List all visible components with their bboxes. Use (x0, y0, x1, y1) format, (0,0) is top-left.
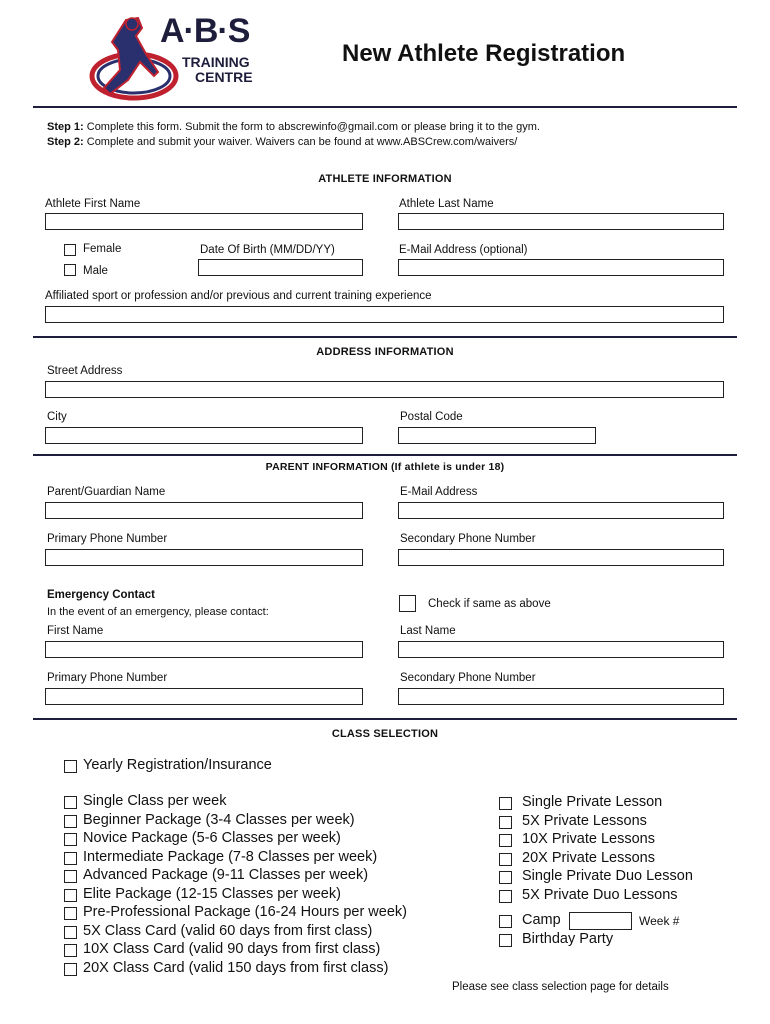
yearly-registration-label: Yearly Registration/Insurance (83, 757, 272, 773)
emergency-secondary-phone-label: Secondary Phone Number (400, 672, 536, 684)
logo-subtext-training: TRAINING (182, 54, 250, 70)
step-1 (47, 121, 540, 133)
right-class-label: 5X Private Lessons (522, 812, 647, 829)
class-section-heading: CLASS SELECTION (331, 728, 439, 740)
address-section-heading: ADDRESS INFORMATION (316, 346, 454, 358)
parent-secondary-phone-label: Secondary Phone Number (400, 533, 536, 545)
yearly-registration-checkbox[interactable] (64, 760, 77, 773)
step-2-label: Step 2: (47, 136, 84, 148)
emergency-contact-subtitle: In the event of an emergency, please contact: (47, 606, 269, 618)
left-class-label: Advanced Package (9-11 Classes per week) (83, 867, 369, 883)
birthday-party-checkbox[interactable] (499, 934, 512, 947)
experience-field[interactable] (45, 306, 724, 323)
athlete-email-field[interactable] (398, 259, 724, 276)
left-class-label: Novice Package (5-6 Classes per week) (83, 830, 341, 846)
abs-logo (88, 14, 268, 106)
emergency-first-name-label: First Name (47, 625, 104, 637)
parent-primary-phone-label: Primary Phone Number (47, 533, 168, 545)
left-class-checkbox[interactable] (64, 889, 77, 902)
left-class-label: Pre-Professional Package (16-24 Hours per week) (83, 904, 407, 920)
left-class-checkbox[interactable] (64, 963, 77, 976)
left-class-label: 10X Class Card (valid 90 days from first class) (83, 941, 381, 957)
camp-week-field[interactable] (569, 912, 632, 930)
birthday-party-label: Birthday Party (522, 931, 614, 947)
step-1-text: Complete this form. Submit the form to abscrewinfo@gmail.com or please bring it to the gym. (86, 121, 540, 133)
right-class-checkbox[interactable] (499, 834, 512, 847)
page-title: New Athlete Registration (342, 40, 626, 67)
experience-label: Affiliated sport or profession and/or previous and current training experience (45, 290, 432, 302)
right-class-label: Single Private Lesson (522, 794, 663, 810)
right-class-label: Single Private Duo Lesson (522, 868, 693, 884)
right-class-checkbox[interactable] (499, 797, 512, 810)
class-divider (33, 718, 737, 720)
emergency-contact-title: Emergency Contact (47, 589, 156, 601)
week-number-label: Week # (639, 914, 680, 928)
athlete-first-name-field[interactable] (45, 213, 363, 230)
step-1-label: Step 1: (47, 121, 84, 133)
dob-field[interactable] (198, 259, 363, 276)
logo-wordmark: A·B·S (160, 12, 250, 50)
athlete-last-name-field[interactable] (398, 213, 724, 230)
left-class-label: 20X Class Card (valid 150 days from first class) (83, 959, 389, 976)
right-class-checkbox[interactable] (499, 853, 512, 866)
class-selection-footnote: Please see class selection page for details (452, 981, 669, 993)
left-class-checkbox[interactable] (64, 870, 77, 883)
male-label: Male (83, 265, 108, 277)
athlete-last-name-label: Athlete Last Name (399, 198, 494, 210)
right-class-checkbox[interactable] (499, 890, 512, 903)
right-class-checkbox[interactable] (499, 816, 512, 829)
athlete-email-label: E-Mail Address (optional) (399, 244, 528, 256)
step-2-text: Complete and submit your waiver. Waivers can be found at www.ABSCrew.com/waivers/ (86, 136, 518, 148)
city-label: City (47, 411, 67, 423)
postal-code-label: Postal Code (400, 411, 463, 423)
logo-subtext-centre: CENTRE (195, 69, 253, 85)
left-class-checkbox[interactable] (64, 907, 77, 920)
left-class-checkbox[interactable] (64, 796, 77, 809)
emergency-last-name-label: Last Name (400, 625, 456, 637)
female-checkbox[interactable] (64, 244, 76, 256)
parent-section-heading: PARENT INFORMATION (If athlete is under 18) (265, 461, 505, 473)
parent-divider (33, 454, 737, 456)
postal-code-field[interactable] (398, 427, 596, 444)
left-class-label: Beginner Package (3-4 Classes per week) (83, 811, 355, 828)
left-class-label: Intermediate Package (7-8 Classes per week) (83, 848, 378, 865)
left-class-checkbox[interactable] (64, 926, 77, 939)
athlete-first-name-label: Athlete First Name (45, 198, 141, 210)
city-field[interactable] (45, 427, 363, 444)
left-class-checkbox[interactable] (64, 833, 77, 846)
left-class-label: Elite Package (12-15 Classes per week) (83, 885, 341, 902)
parent-name-field[interactable] (45, 502, 363, 519)
right-class-label: 5X Private Duo Lessons (522, 886, 678, 903)
emergency-first-name-field[interactable] (45, 641, 363, 658)
dob-label: Date Of Birth (MM/DD/YY) (200, 244, 335, 256)
emergency-last-name-field[interactable] (398, 641, 724, 658)
camp-checkbox[interactable] (499, 915, 512, 928)
athlete-section-heading: ATHLETE INFORMATION (318, 173, 452, 185)
parent-email-label: E-Mail Address (400, 486, 478, 498)
left-class-label: 5X Class Card (valid 60 days from first class) (83, 922, 373, 939)
left-class-checkbox[interactable] (64, 852, 77, 865)
same-as-above-label: Check if same as above (428, 598, 551, 610)
left-class-checkbox[interactable] (64, 815, 77, 828)
same-as-above-checkbox[interactable] (399, 595, 416, 612)
emergency-primary-phone-label: Primary Phone Number (47, 672, 168, 684)
female-label: Female (83, 243, 122, 255)
emergency-primary-phone-field[interactable] (45, 688, 363, 705)
parent-primary-phone-field[interactable] (45, 549, 363, 566)
right-class-checkbox[interactable] (499, 871, 512, 884)
parent-email-field[interactable] (398, 502, 724, 519)
street-field[interactable] (45, 381, 724, 398)
parent-secondary-phone-field[interactable] (398, 549, 724, 566)
emergency-secondary-phone-field[interactable] (398, 688, 724, 705)
street-label: Street Address (47, 365, 123, 377)
right-class-label: 20X Private Lessons (522, 849, 655, 866)
male-checkbox[interactable] (64, 264, 76, 276)
left-class-label: Single Class per week (83, 793, 227, 809)
left-class-checkbox[interactable] (64, 944, 77, 957)
step-2 (47, 136, 517, 148)
camp-label: Camp (522, 912, 561, 928)
header-divider (33, 106, 737, 108)
address-divider (33, 336, 737, 338)
right-class-label: 10X Private Lessons (522, 831, 655, 847)
parent-name-label: Parent/Guardian Name (47, 486, 166, 498)
